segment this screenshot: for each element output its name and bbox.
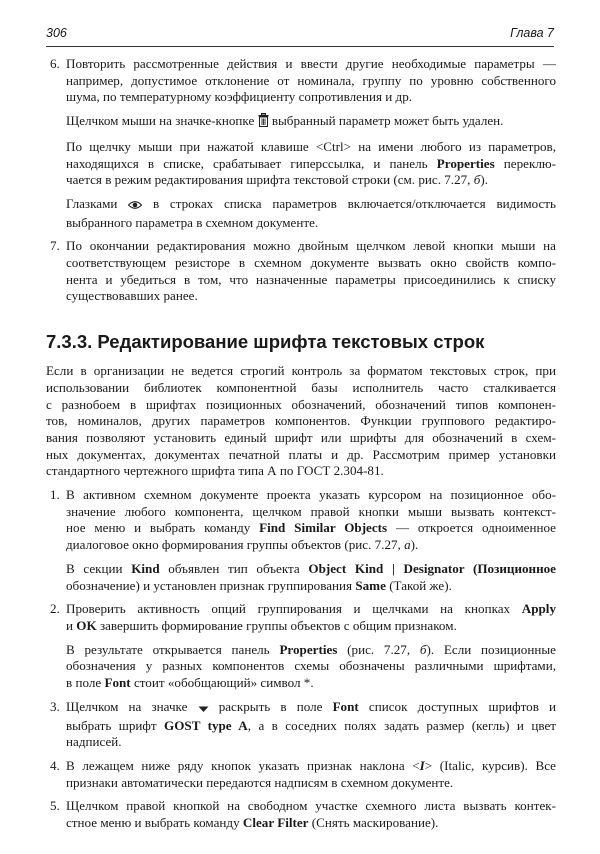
step-1-note [46,561,556,594]
text-fragment: выбранный параметр может быть удален. [271,113,504,129]
delete-note [46,113,556,132]
text-fragment: в строках списка параметров включается/отключается видимость [152,195,556,211]
list-item-7 [46,238,556,305]
text-line: По щелчку мыши при нажатой клавише <Ctrl> на имени любого из параметров, [66,138,556,154]
text-line: обозначения у разных компонентов схемы обозначены различными шрифтами, [66,658,556,674]
page-header [46,26,554,46]
text-fragment: обозначение) и установлен признак группирования [66,577,353,593]
item-number: 2. [50,601,60,617]
text-line [66,618,556,635]
text-fragment: раскрыть в поле [218,698,323,714]
text-line [66,601,556,618]
dropdown-arrow-icon [198,701,209,718]
text-fragment: ). [480,172,488,188]
text-fragment: находящихся в списке, срабатывает гиперссылка, и панель [66,155,428,171]
text-fragment: переклю- [503,155,557,171]
text-fragment: выбрать шрифт [66,717,157,733]
section-heading: 7.3.3. Редактирование шрифта текстовых строк [46,331,485,353]
text-fragment: — откроется одноименное [395,520,556,536]
kind-term: Kind [131,560,160,576]
ctrl-note [46,139,556,189]
text-fragment: ). Если позиционные [426,641,556,657]
list-item-6 [46,56,556,106]
italic-marker: I [419,757,425,773]
page-body [46,56,556,839]
text-line: признаки автоматически передаются надписям в схемном документе. [66,774,454,790]
text-line [66,537,556,554]
text-fragment: ). [410,537,419,553]
ok-term: OK [76,617,97,633]
text-fragment: и [66,617,74,633]
clear-filter-term: Clear Filter [242,815,309,831]
text-line [66,520,556,537]
text-fragment: Щелчком на значке [66,698,188,714]
text-line: например, допустимое отклонение от номинала, группу по уровню собственного [66,72,556,88]
text-line [66,815,556,832]
text-line [66,718,556,735]
text-fragment: В лежащем ниже ряду кнопок указать признак наклона < [66,757,420,773]
figure-letter: б [473,172,481,188]
text-fragment: стоит «обобщающий» символ *. [133,675,314,691]
item-number: 1. [50,487,60,503]
text-line: Если в организации не ведется строгий контроль за форматом текстовых строк, при [46,363,556,379]
apply-term: Apply [521,601,556,617]
text-fragment: список доступных шрифтов и [368,698,557,714]
command-term: Find Similar Objects [259,520,388,536]
text-line [66,113,556,132]
list-item-step-4 [46,758,556,791]
text-line: выбранного параметра в схемном документе. [66,214,319,230]
figure-letter: а [404,537,411,553]
text-fragment: (рис. 7.27, [347,641,411,657]
text-line: соответствующем резисторе в схемном документе вызвать окно свойств компо- [66,255,556,271]
text-fragment: Глазками [66,195,118,211]
list-item-step-3 [46,699,556,751]
same-term: Same [355,577,386,593]
text-line: В активном схемном документе проекта указать курсором на позиционное обо- [66,487,556,503]
item-number: 7. [50,238,60,254]
text-fragment: > (Italic, курсив). Все [424,757,556,773]
text-line: стандартного чертежного шрифта типа А по ГОСТ 2.304-81. [46,463,384,479]
step-2-note [46,642,556,692]
text-line: надписей. [66,734,122,750]
font-term: Font [104,675,131,691]
text-line [66,758,556,775]
text-fragment: стное меню и выбрать команду [66,815,240,831]
text-fragment: в поле [66,675,102,691]
item-number: 3. [50,698,60,714]
text-fragment: Проверить активность опций группирования и щелчками на кнопках [66,601,511,617]
text-fragment: диалоговое окно формирования группы объектов (рис. 7.27, [66,537,401,553]
item-number: 6. [50,56,60,71]
page-number: 306 [46,26,67,40]
text-line [66,675,556,692]
header-rule [46,46,554,47]
text-fragment: ное меню и выбрать команду [66,520,251,536]
text-line [66,699,556,718]
list-item-step-2 [46,601,556,634]
text-line: нента и убедиться в том, что назначенные параметры присоединились к списку [66,271,556,287]
text-line: вания позволяют установить единый шрифт или шрифты для обозначений в схем- [46,429,556,445]
text-line: существовавших ранее. [66,288,198,304]
text-line: По окончании редактирования можно двойным щелчком левой кнопки мыши на [66,238,556,254]
eye-icon [128,198,142,215]
trash-icon [258,113,269,132]
text-line [66,561,556,578]
font-name-term: GOST type A [164,717,248,733]
text-line [66,578,556,595]
text-line: ных документах, документах печатной платы и др. Рассмотрим пример установки [46,446,556,462]
text-fragment: объявлен тип объекта [168,560,300,576]
object-kind-term: Object Kind | Designator (Позиционное [308,560,556,576]
font-term: Font [332,698,359,714]
text-line: значение любого компонента, щелчком правой кнопки мыши вызвать контекст- [66,503,556,519]
text-line: использовании библиотек компонентной базы исполнитель часто сталкивается [46,379,556,395]
properties-term: Properties [279,641,338,657]
text-line: с разнобоем в шрифтах позиционных обозначений, обозначений типов компонен- [46,396,556,412]
text-line [66,156,556,173]
text-fragment: Щелчком мыши на значке-кнопке [66,113,255,129]
item-number: 5. [50,798,60,814]
list-item-step-5 [46,798,556,831]
text-fragment: завершить формирование группы объектов с общим признаком. [99,617,457,633]
text-fragment: В секции [66,560,123,576]
text-fragment: (Такой же). [389,577,452,593]
chapter-title: Глава 7 [510,26,554,40]
text-line [66,642,556,659]
text-fragment: В результате открывается панель [66,641,270,657]
text-line: шума, по температурному коэффициенту сопротивления и др. [66,89,413,105]
text-line [66,172,556,189]
text-line: Повторить рассмотренные действия и ввести другие необходимые параметры — [66,56,556,71]
figure-letter: б [419,641,427,657]
text-line [66,196,556,215]
section-intro [46,363,556,480]
text-fragment: (Снять маскирование). [311,815,439,831]
item-number: 4. [50,757,60,773]
text-fragment: чается в режим редактирования шрифта текстовой строки (см. рис. 7.27, [66,172,471,188]
list-item-step-1 [46,487,556,554]
properties-term: Properties [436,155,495,171]
text-line: Щелчком правой кнопкой на свободном участке схемного листа вызвать контек- [66,798,556,814]
eye-note [46,196,556,231]
text-line: тов, номиналов, других параметров компонентов. Функции группового редактиро- [46,413,556,429]
text-fragment: , а в соседних полях задать размер (кегль) и цвет [247,717,556,733]
